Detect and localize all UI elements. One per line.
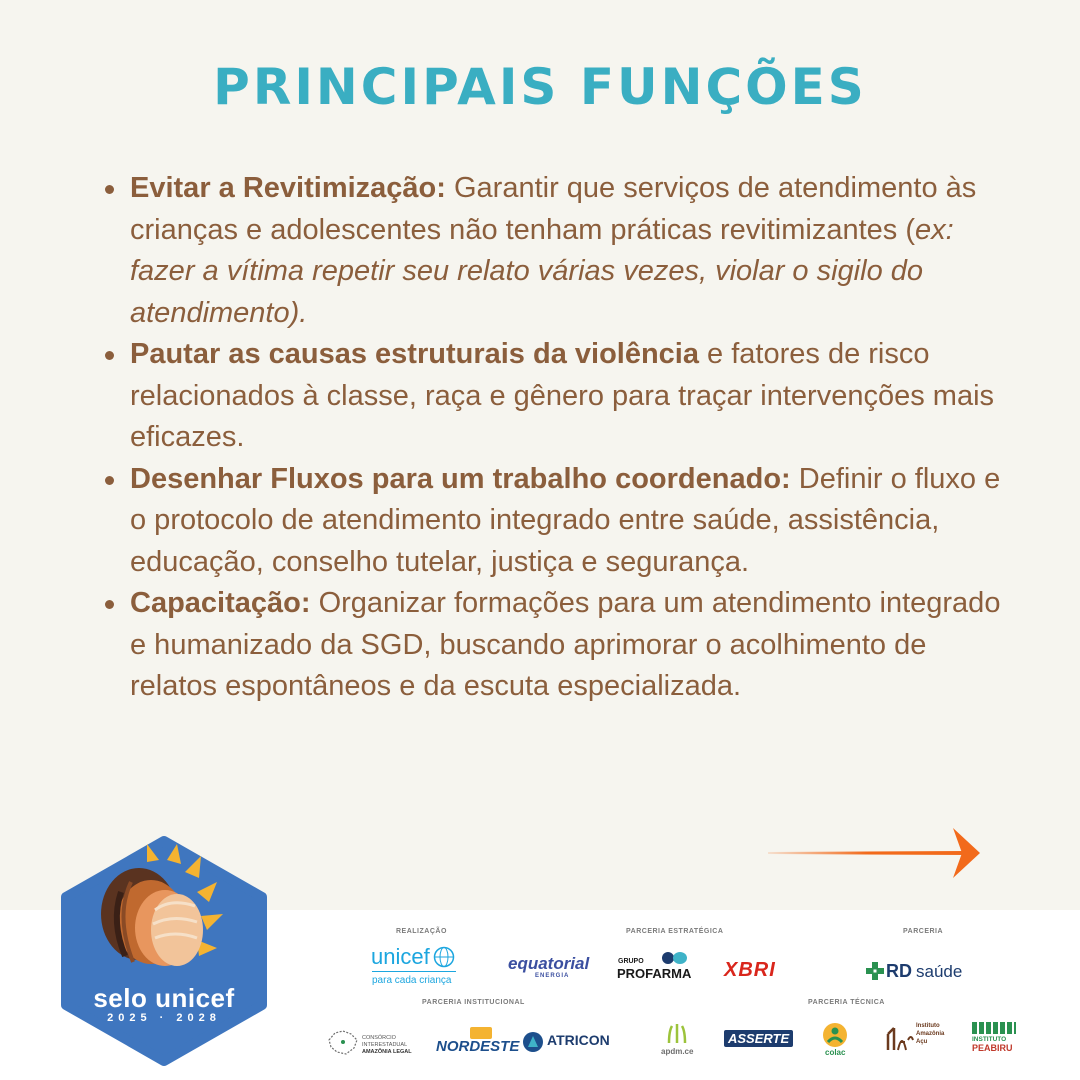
atricon-wordmark: ATRICON <box>547 1032 610 1048</box>
consorcio-line2: INTERESTADUAL <box>362 1042 408 1048</box>
unicef-divider <box>372 971 456 972</box>
instituto-line3: Açu <box>916 1039 928 1045</box>
amazonia-acu-icon <box>886 1026 914 1052</box>
badge-title: selo unicef <box>93 983 235 1013</box>
colac-wordmark: colac <box>825 1048 846 1057</box>
apdm-figures-icon <box>664 1023 690 1045</box>
list-item <box>130 334 1010 459</box>
next-arrow-icon[interactable] <box>766 826 982 880</box>
bullet-text: e fatores de risco relacionados à classe, raça e gênero para traçar intervenções mais eficazes. <box>130 338 995 453</box>
amazonia-map-icon <box>326 1028 360 1058</box>
instituto-line2: Amazônia <box>916 1031 945 1037</box>
globe-icon <box>433 946 455 968</box>
profarma-grupo: GRUPO <box>618 958 644 965</box>
label-parceria-tecnica: PARCERIA TÉCNICA <box>808 999 885 1006</box>
xbri-logo: XBRI <box>724 959 776 981</box>
label-realizacao: REALIZAÇÃO <box>396 928 447 935</box>
colac-icon <box>822 1022 848 1048</box>
list-item <box>130 168 1010 334</box>
bullet-heading: Evitar a Revitimização: <box>130 172 446 204</box>
unicef-wordmark: unicef <box>371 944 430 969</box>
label-parceria: PARCERIA <box>903 928 944 935</box>
bullet-text: Organizar formações para um atendimento integrado e humanizado da SGD, buscando aprimorar o acolhimento de relatos espontâneos e da escuta especializada. <box>130 587 1001 702</box>
bullet-text: Definir o fluxo e o protocolo de atendimento integrado entre saúde, assistência, educação, conselho tutelar, justiça e segurança. <box>130 462 1001 578</box>
bullet-example: ex: fazer a vítima repetir seu relato várias vezes, violar o sigilo do atendimento). <box>130 213 954 329</box>
instituto-line1: Instituto <box>916 1023 940 1029</box>
list-item <box>130 459 1010 584</box>
bullet-heading: Desenhar Fluxos para um trabalho coordenado: <box>130 462 791 495</box>
label-parceria-estrategica: PARCERIA ESTRATÉGICA <box>626 928 724 935</box>
apdm-wordmark: apdm.ce <box>661 1047 694 1056</box>
bullet-heading: Pautar as causas estruturais da violência <box>130 338 699 370</box>
peabiru-line2: PEABIRU <box>972 1043 1013 1053</box>
peabiru-line1: INSTITUTO <box>972 1036 1007 1043</box>
peabiru-pattern-icon <box>972 1022 1016 1034</box>
consorcio-line3: AMAZÔNIA LEGAL <box>362 1049 412 1055</box>
consorcio-line1: CONSÓRCIO <box>362 1035 396 1041</box>
equatorial-subtitle: ENERGIA <box>535 973 570 979</box>
label-parceria-institucional: PARCERIA INSTITUCIONAL <box>422 999 525 1006</box>
rd-wordmark: RD <box>886 961 912 981</box>
list-item <box>130 583 1010 708</box>
functions-list <box>130 168 1010 708</box>
unicef-tagline: para cada criança <box>372 975 452 986</box>
rd-cross-icon <box>866 962 884 980</box>
page-title: PRINCIPAIS FUNÇÕES <box>213 58 867 116</box>
bullet-heading: Capacitação: <box>130 587 311 619</box>
asserte-logo: ASSERTE <box>724 1030 793 1047</box>
rd-saude-wordmark: saúde <box>916 962 963 981</box>
profarma-wordmark: PROFARMA <box>617 966 692 981</box>
bullet-text: Garantir que serviços de atendimento às crianças e adolescentes não tenham práticas revitimizantes ( <box>130 172 977 246</box>
badge-years: 2025 · 2028 <box>107 1012 221 1024</box>
selo-unicef-badge-icon <box>55 832 273 1070</box>
profarma-dot-icon <box>673 952 687 964</box>
atricon-icon <box>522 1031 544 1053</box>
equatorial-logo: equatorial <box>508 954 590 973</box>
nordeste-wordmark: NORDESTE <box>436 1038 520 1055</box>
